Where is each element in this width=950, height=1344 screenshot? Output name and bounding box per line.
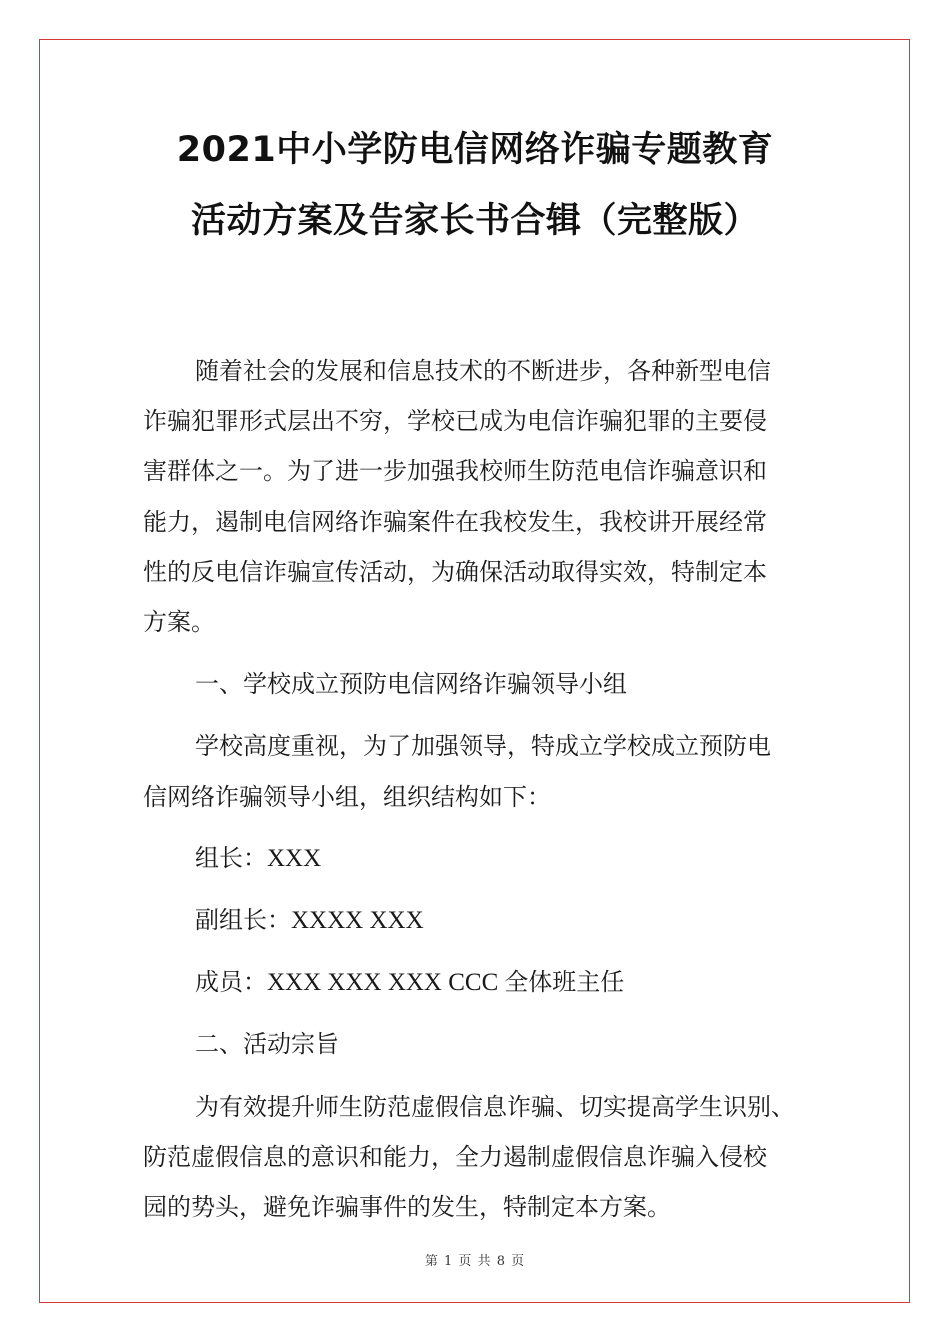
intro-line-5: 性的反电信诈骗宣传活动，为确保活动取得实效，特制定本 xyxy=(143,558,767,586)
section1-heading: 一、学校成立预防电信网络诈骗领导小组 xyxy=(195,670,627,698)
page-number-footer: 第 1 页 共 8 页 xyxy=(424,1254,526,1269)
section2-line-1: 为有效提升师生防范虚假信息诈骗、切实提高学生识别、 xyxy=(195,1093,795,1121)
members-row xyxy=(195,967,624,998)
section2-heading: 二、活动宗旨 xyxy=(195,1030,339,1058)
leader-value: XXX xyxy=(267,845,322,872)
members-suffix: 全体班主任 xyxy=(504,968,625,996)
section1-line-1: 学校高度重视，为了加强领导，特成立学校成立预防电 xyxy=(195,732,771,760)
members-label: 成员： xyxy=(195,968,267,996)
intro-line-6: 方案。 xyxy=(143,608,215,636)
intro-line-2: 诈骗犯罪形式层出不穷，学校已成为电信诈骗犯罪的主要侵 xyxy=(143,407,767,435)
deputy-label: 副组长： xyxy=(195,906,291,934)
section1-line-2: 信网络诈骗领导小组，组织结构如下： xyxy=(143,783,551,811)
intro-line-4: 能力，遏制电信网络诈骗案件在我校发生，我校讲开展经常 xyxy=(143,508,767,536)
section2-line-2: 防范虚假信息的意识和能力，全力遏制虚假信息诈骗入侵校 xyxy=(143,1143,767,1171)
intro-line-3: 害群体之一。为了进一步加强我校师生防范电信诈骗意识和 xyxy=(143,457,767,485)
members-value: XXX XXX XXX CCC xyxy=(267,969,499,996)
deputy-row xyxy=(195,905,424,936)
intro-line-1: 随着社会的发展和信息技术的不断进步，各种新型电信 xyxy=(195,357,771,385)
section2-line-3: 园的势头，避免诈骗事件的发生，特制定本方案。 xyxy=(143,1193,671,1221)
document-title-line-1: 2021中小学防电信网络诈骗专题教育 xyxy=(176,130,774,170)
leader-label: 组长： xyxy=(195,844,267,872)
document-title-line-2: 活动方案及告家长书合辑（完整版） xyxy=(190,201,759,241)
leader-row xyxy=(195,843,321,874)
deputy-value: XXXX XXX xyxy=(291,907,424,934)
